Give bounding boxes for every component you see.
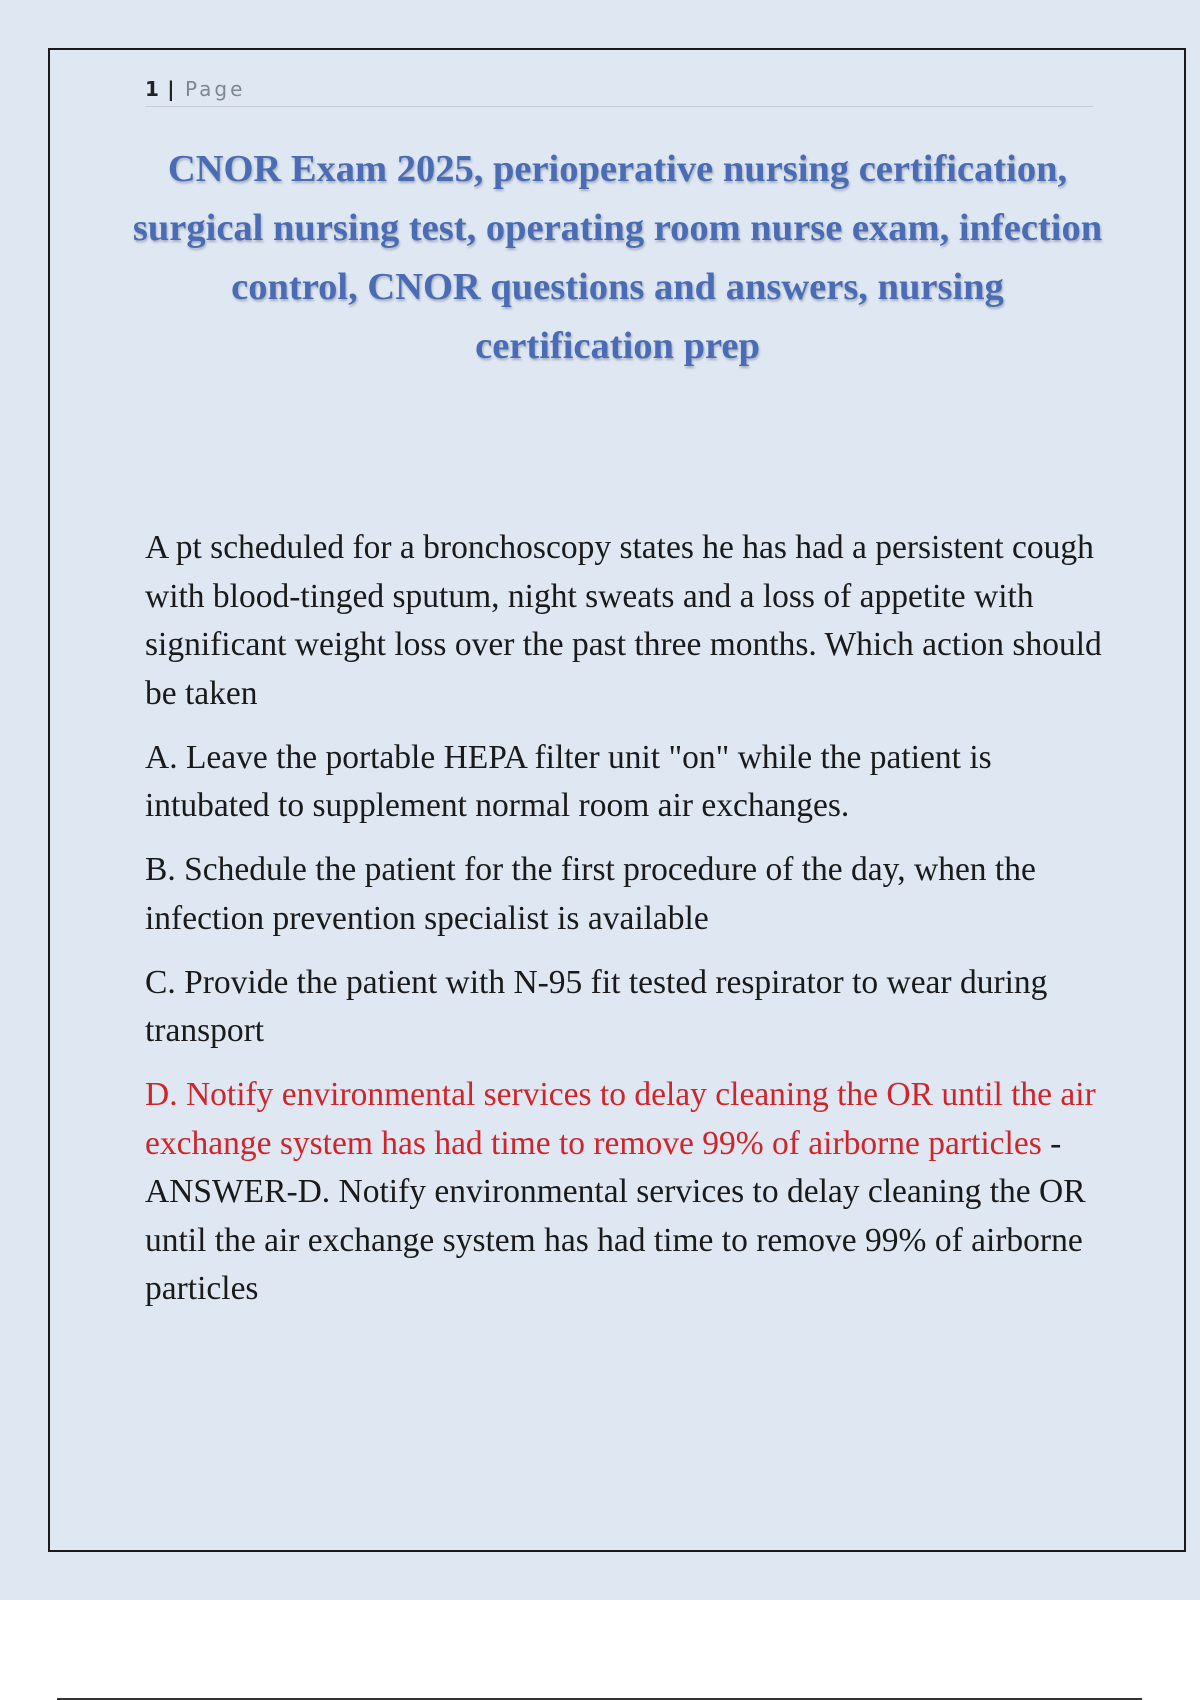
option-d-with-answer [145, 1071, 1105, 1314]
page-label: Page [184, 77, 246, 101]
page-header-separator: | [167, 77, 175, 101]
option-c: C. Provide the patient with N-95 fit tested respirator to wear during transport [145, 963, 1048, 1049]
correct-option-d: D. Notify environmental services to delay cleaning the OR until the air exchange system has had time to remove 99% of airborne particles [145, 1076, 1096, 1162]
question-block [145, 524, 1105, 1329]
option-a: A. Leave the portable HEPA filter unit "on" while the patient is intubated to supplement normal room air exchanges. [145, 738, 992, 824]
page-header [145, 72, 1093, 107]
option-b: B. Schedule the patient for the first procedure of the day, when the infection prevention specialist is available [145, 851, 1036, 937]
question-stem: A pt scheduled for a bronchoscopy states he has had a persistent cough with blood-tinged sputum, night sweats and a loss of appetite with significant weight loss over the past three months. Which action should be taken [145, 529, 1102, 712]
answer-text: - ANSWER-D. Notify environmental services to delay cleaning the OR until the air exchange system has had time to remove 99% of airborne particles [145, 1124, 1086, 1307]
document-title: CNOR Exam 2025, perioperative nursing certification, surgical nursing test, operating room nurse exam, infection control, CNOR questions and answers, nursing certification prep [132, 148, 1103, 367]
page-number: 1 [145, 77, 159, 101]
